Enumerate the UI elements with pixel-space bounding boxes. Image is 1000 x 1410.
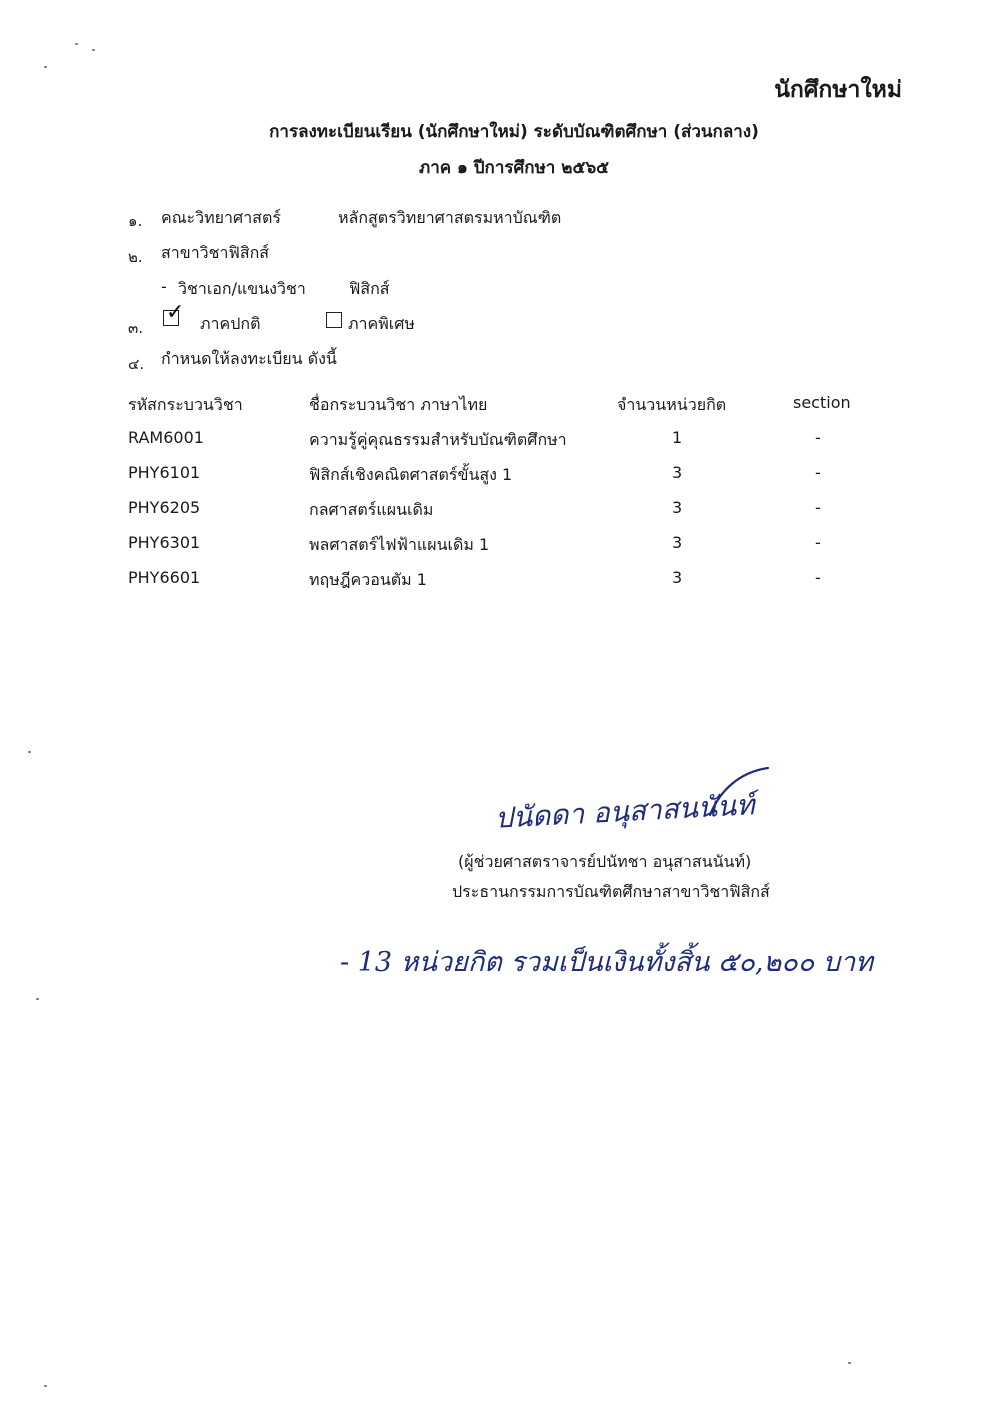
program-label: หลักสูตรวิทยาศาสตรมหาบัณฑิต xyxy=(338,208,562,227)
item-number-2: ๒. xyxy=(128,248,143,266)
regular-label: ภาคปกติ xyxy=(200,314,261,333)
course-name: พลศาสตร์ไฟฟ้าแผนเดิม 1 xyxy=(309,535,490,554)
course-section: - xyxy=(815,533,821,552)
special-label: ภาคพิเศษ xyxy=(348,314,415,333)
course-code: PHY6101 xyxy=(128,463,201,482)
header-credits: จำนวนหน่วยกิต xyxy=(617,395,727,414)
field-label: สาขาวิชาฟิสิกส์ xyxy=(161,243,270,262)
course-credits: 3 xyxy=(672,498,683,517)
course-name: กลศาสตร์แผนเดิม xyxy=(309,500,434,519)
header-section: section xyxy=(793,393,851,412)
scan-speck xyxy=(36,998,39,1000)
scan-speck xyxy=(44,66,47,68)
course-section: - xyxy=(815,568,821,587)
course-code: PHY6205 xyxy=(128,498,201,517)
course-code: RAM6001 xyxy=(128,428,204,447)
item-number-3: ๓. xyxy=(128,319,144,337)
item-number-4: ๔. xyxy=(128,355,145,373)
scan-speck xyxy=(75,43,78,45)
new-student-label: นักศึกษาใหม่ xyxy=(774,77,902,103)
major-dash: - xyxy=(161,277,167,296)
scan-speck xyxy=(44,1385,47,1387)
regular-checkbox xyxy=(163,300,185,326)
semester-title: ภาค ๑ ปีการศึกษา ๒๕๖๕ xyxy=(419,158,609,178)
course-section: - xyxy=(815,428,821,447)
course-name: ความรู้คู่คุณธรรมสำหรับบัณฑิตศึกษา xyxy=(309,430,567,449)
signer-position: ประธานกรรมการบัณฑิตศึกษาสาขาวิชาฟิสิกส์ xyxy=(452,882,770,901)
special-checkbox xyxy=(326,312,342,328)
course-code: PHY6601 xyxy=(128,568,201,587)
major-value: ฟิสิกส์ xyxy=(349,279,390,298)
faculty-label: คณะวิทยาศาสตร์ xyxy=(161,208,281,227)
course-credits: 1 xyxy=(672,428,683,447)
course-section: - xyxy=(815,498,821,517)
instruction-text: กำหนดให้ลงทะเบียน ดังนี้ xyxy=(161,349,337,368)
major-label: วิชาเอก/แขนงวิชา xyxy=(178,279,306,298)
header-course-code: รหัสกระบวนวิชา xyxy=(128,395,243,414)
handwritten-fee-note: - 13 หน่วยกิต รวมเป็นเงินทั้งสิ้น ๕๐,๒๐๐ บาท xyxy=(340,947,873,978)
document-title: การลงทะเบียนเรียน (นักศึกษาใหม่) ระดับบัณฑิตศึกษา (ส่วนกลาง) xyxy=(269,122,759,142)
course-credits: 3 xyxy=(672,463,683,482)
scan-speck xyxy=(92,49,95,51)
check-icon: ✓ xyxy=(166,300,185,325)
handwritten-signature: ปนัดดา อนุสาสนนันท์ xyxy=(494,788,756,835)
header-course-name: ชื่อกระบวนวิชา ภาษาไทย xyxy=(309,395,488,414)
scan-speck xyxy=(28,751,31,753)
course-credits: 3 xyxy=(672,533,683,552)
course-section: - xyxy=(815,463,821,482)
course-name: ฟิสิกส์เชิงคณิตศาสตร์ขั้นสูง 1 xyxy=(309,465,513,484)
course-name: ทฤษฎีควอนตัม 1 xyxy=(309,570,427,589)
signer-name: (ผู้ช่วยศาสตราจารย์ปนัทชา อนุสาสนนันท์) xyxy=(458,852,752,871)
scan-speck xyxy=(848,1362,851,1364)
course-code: PHY6301 xyxy=(128,533,201,552)
item-number-1: ๑. xyxy=(128,212,143,230)
course-credits: 3 xyxy=(672,568,683,587)
